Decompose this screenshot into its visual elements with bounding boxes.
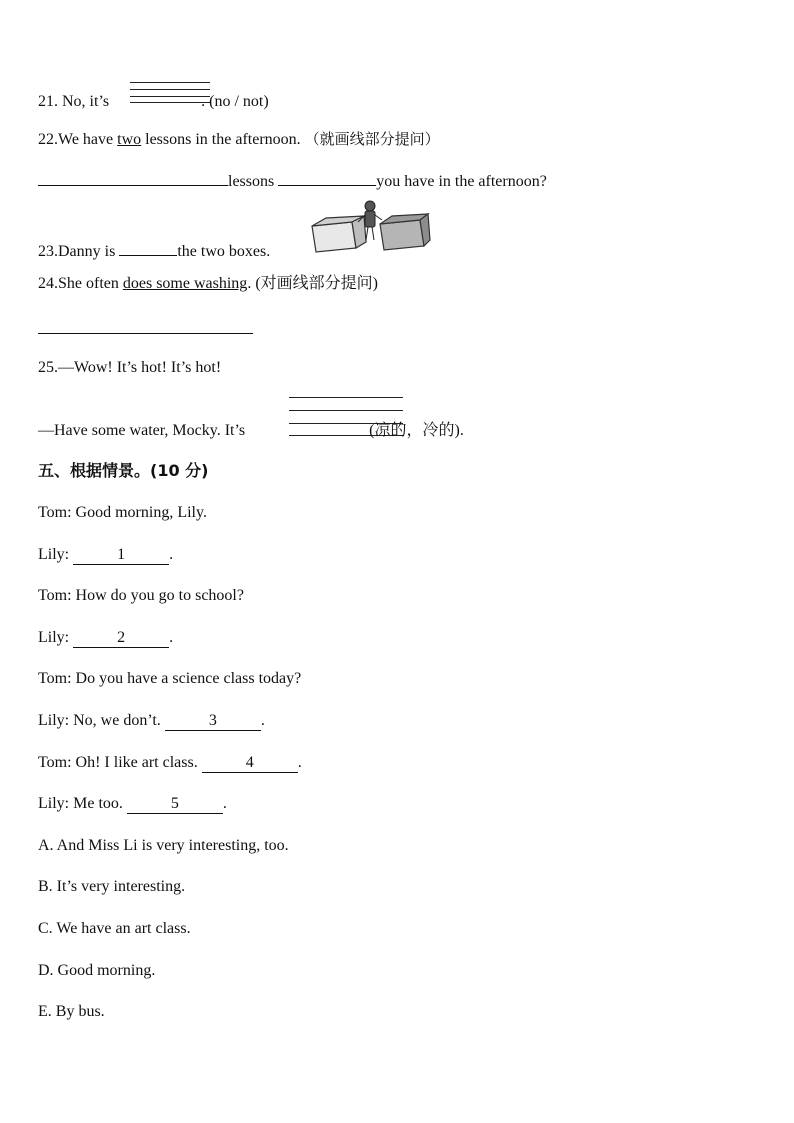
line-end: . bbox=[169, 629, 174, 646]
answer-blank[interactable]: 1 bbox=[73, 546, 169, 565]
q24-blank[interactable] bbox=[38, 319, 253, 334]
q21-hint: . (no / not) bbox=[201, 93, 269, 110]
dialogue-text: Oh! I like art class. bbox=[75, 754, 202, 771]
line-end: . bbox=[222, 795, 227, 812]
q24-underlined-phrase: does some washing bbox=[122, 275, 248, 292]
q23-line: 23.Danny is the two boxes. bbox=[38, 243, 271, 260]
q21-text: . No, it’s bbox=[54, 93, 110, 110]
option-item: B. It’s very interesting. bbox=[38, 878, 186, 895]
speaker: Lily: bbox=[38, 712, 74, 729]
boxes-illustration bbox=[308, 198, 432, 254]
section-5-title: 五、根据情景。(10 分) bbox=[38, 461, 209, 480]
q22-instruction: （就画线部分提问） bbox=[304, 130, 440, 148]
line-end: . bbox=[169, 546, 174, 563]
line-end: . bbox=[260, 712, 265, 729]
q25-line-2: —Have some water, Mocky. It’s (凉的，冷的). bbox=[38, 422, 464, 439]
q24-answer-line bbox=[38, 319, 253, 340]
dialogue-text: How do you go to school? bbox=[75, 587, 244, 604]
speaker: Tom: bbox=[38, 587, 76, 604]
q22-answer-line: lessons you have in the afternoon? bbox=[38, 171, 547, 192]
speaker: Lily: bbox=[38, 629, 74, 646]
dialogue-text: Me too. bbox=[73, 795, 127, 812]
option-item: E. By bus. bbox=[38, 1003, 105, 1020]
option-item: C. We have an art class. bbox=[38, 920, 191, 937]
q22-stem: 22.We have two lessons in the afternoon. （就画线部分提问） bbox=[38, 130, 440, 148]
q21-number: 21 bbox=[38, 93, 54, 110]
dialogue-line bbox=[38, 711, 265, 731]
dialogue-text: No, we don’t. bbox=[73, 712, 165, 729]
line-end: . bbox=[297, 754, 302, 771]
dialogue-line bbox=[38, 503, 207, 523]
speaker: Lily: bbox=[38, 795, 74, 812]
dialogue-line bbox=[38, 545, 173, 565]
speaker: Lily: bbox=[38, 546, 74, 563]
q21-line bbox=[38, 92, 269, 112]
answer-blank[interactable]: 5 bbox=[127, 795, 223, 814]
q22-underlined-word: two bbox=[117, 131, 142, 148]
option-item: D. Good morning. bbox=[38, 962, 156, 979]
speaker: Tom: bbox=[38, 670, 76, 687]
dialogue-line bbox=[38, 586, 244, 606]
answer-blank[interactable]: 3 bbox=[165, 712, 261, 731]
dialogue-line bbox=[38, 628, 173, 648]
q25-line-1: 25.—Wow! It’s hot! It’s hot! bbox=[38, 359, 222, 376]
dialogue-text: Good morning, Lily. bbox=[75, 504, 207, 521]
q23-blank[interactable] bbox=[119, 241, 177, 256]
answer-blank[interactable]: 2 bbox=[73, 629, 169, 648]
q24-stem: 24.She often does some washing. (对画线部分提问) bbox=[38, 275, 378, 292]
option-item: A. And Miss Li is very interesting, too. bbox=[38, 837, 289, 854]
answer-blank[interactable]: 4 bbox=[202, 754, 298, 773]
dialogue-text: Do you have a science class today? bbox=[75, 670, 302, 687]
dialogue-line bbox=[38, 794, 227, 814]
speaker: Tom: bbox=[38, 504, 76, 521]
speaker: Tom: bbox=[38, 754, 76, 771]
q25-hint: (凉的，冷的). bbox=[369, 422, 464, 439]
q22-blank-1[interactable] bbox=[38, 171, 228, 186]
dialogue-line bbox=[38, 753, 302, 773]
dialogue-line bbox=[38, 669, 301, 689]
q22-blank-2[interactable] bbox=[278, 171, 376, 186]
